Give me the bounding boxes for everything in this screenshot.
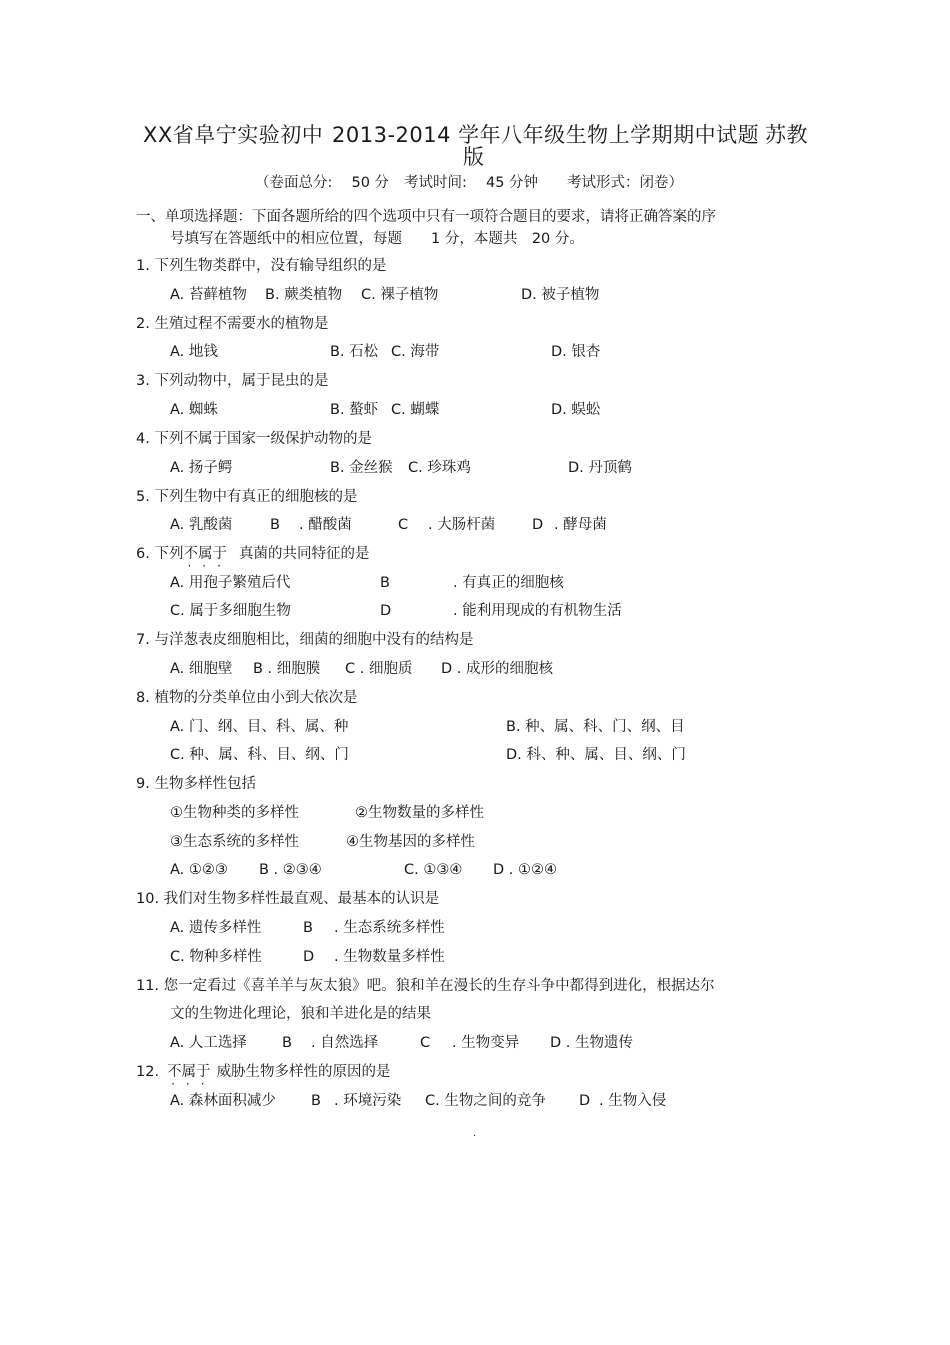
question-5-stem: 5. 下列生物中有真正的细胞核的是 xyxy=(136,489,358,505)
q8-option-b: B. 种、属、科、门、纲、目 xyxy=(506,719,685,735)
q3-option-c: C. 蝴蝶 xyxy=(391,402,440,418)
q10-option-b-letter: B xyxy=(303,920,313,936)
q4-option-d: D. 丹顶鹤 xyxy=(568,460,632,476)
question-4-stem: 4. 下列不属于国家一级保护动物的是 xyxy=(136,431,372,447)
q7-option-b: B . 细胞膜 xyxy=(253,661,321,677)
q1-option-a: A. 苔藓植物 xyxy=(170,287,247,303)
emphasis-dots-icon: ··· xyxy=(187,559,232,573)
q12-option-c: C. 生物之间的竞争 xyxy=(425,1093,546,1109)
q2-option-d: D. 银杏 xyxy=(551,344,601,360)
q6-option-d-letter: D xyxy=(380,603,392,619)
q12-number: 12. xyxy=(136,1064,160,1080)
page-footer-dot: . xyxy=(473,1128,477,1139)
q10-option-b: . 生态系统多样性 xyxy=(334,920,445,936)
q7-option-d: D . 成形的细胞核 xyxy=(441,661,553,677)
section-heading-line2: 号填写在答题纸中的相应位置，每题 1 分，本题共 20 分。 xyxy=(170,231,584,247)
q6-option-a: A. 用孢子繁殖后代 xyxy=(170,575,291,591)
q11-option-c: . 生物变异 xyxy=(452,1035,520,1051)
q8-option-c: C. 种、属、科、目、纲、门 xyxy=(170,747,349,763)
q6-stem-suffix: 真菌的共同特征的是 xyxy=(238,546,370,562)
q3-option-a: A. 蜘蛛 xyxy=(170,402,218,418)
question-3-stem: 3. 下列动物中，属于昆虫的是 xyxy=(136,373,329,389)
q5-option-b-letter: B xyxy=(270,517,280,533)
q5-option-c-letter: C xyxy=(398,517,409,533)
q4-option-b: B. 金丝猴 xyxy=(330,460,393,476)
q7-option-a: A. 细胞壁 xyxy=(170,661,233,677)
question-9-stem: 9. 生物多样性包括 xyxy=(136,776,256,792)
q5-option-c: . 大肠杆菌 xyxy=(428,517,496,533)
q12-stem-suffix: 威胁生物多样性的原因的是 xyxy=(216,1064,391,1080)
q6-stem-prefix: 6. 下列 xyxy=(136,546,184,562)
q11-option-d: D . 生物遗传 xyxy=(550,1035,633,1051)
q6-option-c: C. 属于多细胞生物 xyxy=(170,603,291,619)
q12-option-d-letter: D xyxy=(579,1093,591,1109)
question-1-stem: 1. 下列生物类群中，没有输导组织的是 xyxy=(136,258,387,274)
doc-title-part1: XX省阜宁实验初中 xyxy=(143,123,324,147)
q11-option-a: A. 人工选择 xyxy=(170,1035,247,1051)
q4-option-c: C. 珍珠鸡 xyxy=(408,460,471,476)
q5-option-d: . 酵母菌 xyxy=(554,517,607,533)
question-2-stem: 2. 生殖过程不需要水的植物是 xyxy=(136,316,329,332)
q11-option-b: . 自然选择 xyxy=(311,1035,379,1051)
question-8-stem: 8. 植物的分类单位由小到大依次是 xyxy=(136,690,358,706)
q3-option-b: B. 螯虾 xyxy=(330,402,379,418)
q9-statement-3: ③生态系统的多样性 xyxy=(170,834,299,850)
emphasis-dots-icon: ··· xyxy=(171,1077,216,1091)
q8-option-a: A. 门、纲、目、科、属、种 xyxy=(170,719,349,735)
q9-option-c: C. ①③④ xyxy=(404,862,463,878)
q8-option-d: D. 科、种、属、目、纲、门 xyxy=(506,747,686,763)
q12-emphasis-not xyxy=(167,1064,216,1091)
q6-option-b: . 有真正的细胞核 xyxy=(453,575,564,591)
q6-emphasis-text: 不属于 xyxy=(183,546,227,562)
exam-form: 考试形式：闭卷） xyxy=(567,175,683,191)
q6-option-b-letter: B xyxy=(380,575,390,591)
q5-option-b: . 醋酸菌 xyxy=(299,517,352,533)
exam-total-score: （卷面总分: 50 分 xyxy=(255,175,390,191)
q6-option-d: . 能利用现成的有机物生活 xyxy=(453,603,622,619)
q1-option-d: D. 被子植物 xyxy=(521,287,600,303)
q3-option-d: D. 蜈蚣 xyxy=(551,402,601,418)
q10-option-d-letter: D xyxy=(303,949,315,965)
q1-option-c: C. 裸子植物 xyxy=(361,287,439,303)
question-11-stem: 11. 您一定看过《喜羊羊与灰太狼》吧。狼和羊在漫长的生存斗争中都得到进化，根据达尔 xyxy=(136,978,715,994)
doc-title-part3: 苏教 xyxy=(765,123,808,147)
q11-option-b-letter: B xyxy=(282,1035,292,1051)
q2-option-a: A. 地钱 xyxy=(170,344,218,360)
q12-option-b-letter: B xyxy=(311,1093,321,1109)
doc-title-line2: 版 xyxy=(463,145,485,169)
question-10-stem: 10. 我们对生物多样性最直观、最基本的认识是 xyxy=(136,891,440,907)
q9-option-a: A. ①②③ xyxy=(170,862,228,878)
doc-title-part2: 2013-2014 学年八年级生物上学期期中试题 xyxy=(332,123,760,147)
q10-option-d: . 生物数量多样性 xyxy=(334,949,445,965)
q9-option-d: D . ①②④ xyxy=(493,862,557,878)
q7-option-c: C . 细胞质 xyxy=(345,661,413,677)
question-11-stem-line2: 文的生物进化理论，狼和羊进化是的结果 xyxy=(170,1006,431,1022)
q6-emphasis-not xyxy=(183,546,232,573)
q9-statement-1: ①生物种类的多样性 xyxy=(170,805,299,821)
q12-option-b: . 环境污染 xyxy=(334,1093,402,1109)
q12-option-d: . 生物入侵 xyxy=(599,1093,667,1109)
q5-option-a: A. 乳酸菌 xyxy=(170,517,233,533)
q12-emphasis-text: 不属于 xyxy=(167,1064,211,1080)
q11-option-c-letter: C xyxy=(420,1035,431,1051)
q5-option-d-letter: D xyxy=(532,517,544,533)
q9-statement-4: ④生物基因的多样性 xyxy=(346,834,475,850)
q9-statement-2: ②生物数量的多样性 xyxy=(355,805,484,821)
question-12-stem xyxy=(136,1063,391,1091)
exam-time: 考试时间: 45 分钟 xyxy=(404,175,539,191)
question-7-stem: 7. 与洋葱表皮细胞相比，细菌的细胞中没有的结构是 xyxy=(136,632,474,648)
q10-option-a: A. 遗传多样性 xyxy=(170,920,262,936)
question-6-stem xyxy=(136,545,370,573)
q10-option-c: C. 物种多样性 xyxy=(170,949,262,965)
q9-option-b: B . ②③④ xyxy=(259,862,322,878)
q2-option-c: C. 海带 xyxy=(391,344,440,360)
q2-option-b: B. 石松 xyxy=(330,344,379,360)
q1-option-b: B. 蕨类植物 xyxy=(265,287,343,303)
q4-option-a: A. 扬子鳄 xyxy=(170,460,233,476)
section-heading: 一、单项选择题：下面各题所给的四个选项中只有一项符合题目的要求，请将正确答案的序 xyxy=(136,209,716,225)
q12-option-a: A. 森林面积减少 xyxy=(170,1093,276,1109)
